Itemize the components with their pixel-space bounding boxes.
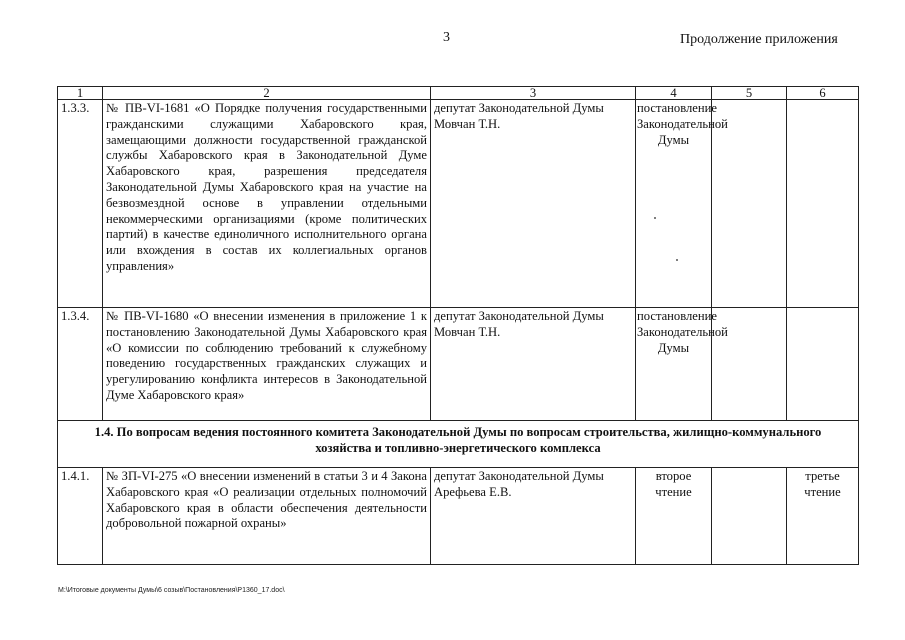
item-author: депутат Законодательной Думы Мовчан Т.Н. bbox=[431, 100, 636, 308]
column-number: 3 bbox=[431, 87, 636, 100]
item-author: депутат Законодательной Думы Мовчан Т.Н. bbox=[431, 308, 636, 421]
scan-speck bbox=[676, 259, 678, 261]
item-author: депутат Законодательной Думы Арефьева Е.В. bbox=[431, 468, 636, 565]
agenda-table bbox=[57, 86, 859, 565]
scan-speck bbox=[654, 217, 656, 219]
section-heading-row bbox=[58, 421, 859, 468]
table-row bbox=[58, 308, 859, 421]
item-title: № ПВ-VI-1680 «О внесении изменения в приложение 1 к постановлению Законодательной Думы Хабаровского края «О комиссии по соблюдению требований к служебному поведению государственных гражданских служащих и урегулированию конфликта интересов в Законодательной Думе Хабаровского края» bbox=[103, 308, 431, 421]
column-number: 1 bbox=[58, 87, 103, 100]
column-number: 5 bbox=[712, 87, 787, 100]
column-number-row bbox=[58, 87, 859, 100]
item-result: постановление Законодательной Думы bbox=[636, 308, 712, 421]
column-number: 6 bbox=[787, 87, 859, 100]
column-number: 2 bbox=[103, 87, 431, 100]
section-heading: 1.4. По вопросам ведения постоянного комитета Законодательной Думы по вопросам строительства, жилищно-коммунального хозяйства и топливно-энергетического комплекса bbox=[58, 421, 859, 468]
item-number: 1.3.4. bbox=[58, 308, 103, 421]
item-result: второе чтение bbox=[636, 468, 712, 565]
item-col6: третье чтение bbox=[787, 468, 859, 565]
item-title: № ПВ-VI-1681 «О Порядке получения государственными гражданскими служащими Хабаровского края, замещающими должности государственной гражданской службы Хабаровского края в Законодательной Думе Хабаровского края, разрешения председателя Законодательной Думы Хабаровского края на участие на безвозмездной основе в управлении отдельными некоммерческими организациями (кроме политических партий) в качестве единоличного исполнительного органа или вхождения в состав их коллегиальных органов управления» bbox=[103, 100, 431, 308]
item-col5 bbox=[712, 468, 787, 565]
item-number: 1.3.3. bbox=[58, 100, 103, 308]
item-result: постановление Законодательной Думы bbox=[636, 100, 712, 308]
item-col6 bbox=[787, 308, 859, 421]
appendix-continuation: Продолжение приложения bbox=[680, 32, 838, 47]
item-col6 bbox=[787, 100, 859, 308]
item-number: 1.4.1. bbox=[58, 468, 103, 565]
file-path-footer: M:\Итоговые документы Думы\6 созыв\Постановления\P1360_17.doc\ bbox=[58, 587, 285, 594]
table-row bbox=[58, 468, 859, 565]
item-title: № ЗП-VI-275 «О внесении изменений в статьи 3 и 4 Закона Хабаровского края «О реализации отдельных полномочий Хабаровского края в области обеспечения деятельности добровольной пожарной охраны» bbox=[103, 468, 431, 565]
column-number: 4 bbox=[636, 87, 712, 100]
table-row bbox=[58, 100, 859, 308]
page-number: 3 bbox=[443, 30, 450, 45]
